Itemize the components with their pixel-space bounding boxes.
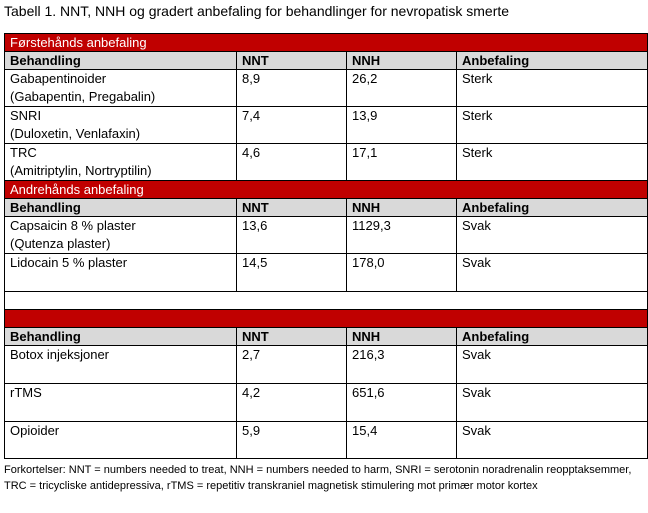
table-title: Tabell 1. NNT, NNH og gradert anbefaling for behandlinger for nevropatisk smerte [4,3,510,19]
table-row [5,144,648,181]
treatment-detail: (Amitriptylin, Nortryptilin) [10,163,152,178]
treatment-detail: (Duloxetin, Venlafaxin) [10,126,141,141]
cell-behandling [5,346,237,384]
treatment-name: Gabapentinoider [10,71,107,86]
cell-nnh: 26,2 [347,70,457,107]
footnote: Forkortelser: NNT = numbers needed to treat, NNH = numbers needed to harm, SNRI = serotonin noradrenalin reopptaksemmer, TRC = tricycliske antidepressiva, rTMS = repetitiv transkraniel magnetisk stimulering mot primær motor kortex [4,464,632,492]
section-label: Andrehånds anbefaling [5,181,648,199]
column-header-nnt: NNT [237,52,347,70]
cell-nnt: 7,4 [237,107,347,144]
cell-nnh: 15,4 [347,422,457,459]
column-header-nnt: NNT [237,199,347,217]
cell-anbefaling: Svak [457,254,648,292]
cell-anbefaling: Svak [457,422,648,459]
cell-anbefaling: Svak [457,346,648,384]
cell-behandling [5,70,237,107]
cell-nnt: 5,9 [237,422,347,459]
table-row [5,346,648,384]
cell-nnh: 13,9 [347,107,457,144]
cell-nnt: 2,7 [237,346,347,384]
cell-behandling [5,384,237,422]
section-row [5,310,648,328]
header-row [5,199,648,217]
cell-nnt: 14,5 [237,254,347,292]
column-header-nnt: NNT [237,328,347,346]
section-row [5,34,648,52]
cell-nnt: 4,2 [237,384,347,422]
treatment-name: Opioider [10,423,60,438]
column-header-anbefaling: Anbefaling [457,328,648,346]
cell-anbefaling: Svak [457,217,648,254]
treatment-detail: (Gabapentin, Pregabalin) [10,89,156,104]
column-header-behandling: Behandling [5,52,237,70]
cell-behandling [5,144,237,181]
cell-behandling [5,107,237,144]
cell-behandling [5,422,237,459]
cell-anbefaling: Svak [457,384,648,422]
cell-behandling [5,217,237,254]
treatment-name: TRC [10,145,37,160]
cell-behandling [5,254,237,292]
treatment-table [4,33,648,459]
header-row [5,52,648,70]
table-row [5,254,648,292]
cell-nnh: 17,1 [347,144,457,181]
treatment-name: Capsaicin 8 % plaster [10,218,136,233]
header-row [5,328,648,346]
treatment-name: SNRI [10,108,42,123]
cell-anbefaling: Sterk [457,107,648,144]
treatment-name: rTMS [10,385,42,400]
column-header-nnh: NNH [347,52,457,70]
table-row [5,107,648,144]
column-header-nnh: NNH [347,328,457,346]
column-header-nnh: NNH [347,199,457,217]
cell-anbefaling: Sterk [457,144,648,181]
cell-nnt: 8,9 [237,70,347,107]
section-row [5,181,648,199]
treatment-name: Botox injeksjoner [10,347,109,362]
table-row [5,422,648,459]
cell-nnh: 651,6 [347,384,457,422]
treatment-detail: (Qutenza plaster) [10,236,111,251]
table-row [5,70,648,107]
treatment-name: Lidocain 5 % plaster [10,255,128,270]
column-header-anbefaling: Anbefaling [457,199,648,217]
section-label [5,310,648,328]
cell-nnt: 4,6 [237,144,347,181]
spacer-row [5,292,648,310]
cell-nnt: 13,6 [237,217,347,254]
table-row [5,384,648,422]
column-header-behandling: Behandling [5,199,237,217]
spacer-cell [5,292,648,310]
column-header-behandling: Behandling [5,328,237,346]
table-row [5,217,648,254]
cell-anbefaling: Sterk [457,70,648,107]
column-header-anbefaling: Anbefaling [457,52,648,70]
section-label: Førstehånds anbefaling [5,34,648,52]
cell-nnh: 1129,3 [347,217,457,254]
cell-nnh: 216,3 [347,346,457,384]
cell-nnh: 178,0 [347,254,457,292]
